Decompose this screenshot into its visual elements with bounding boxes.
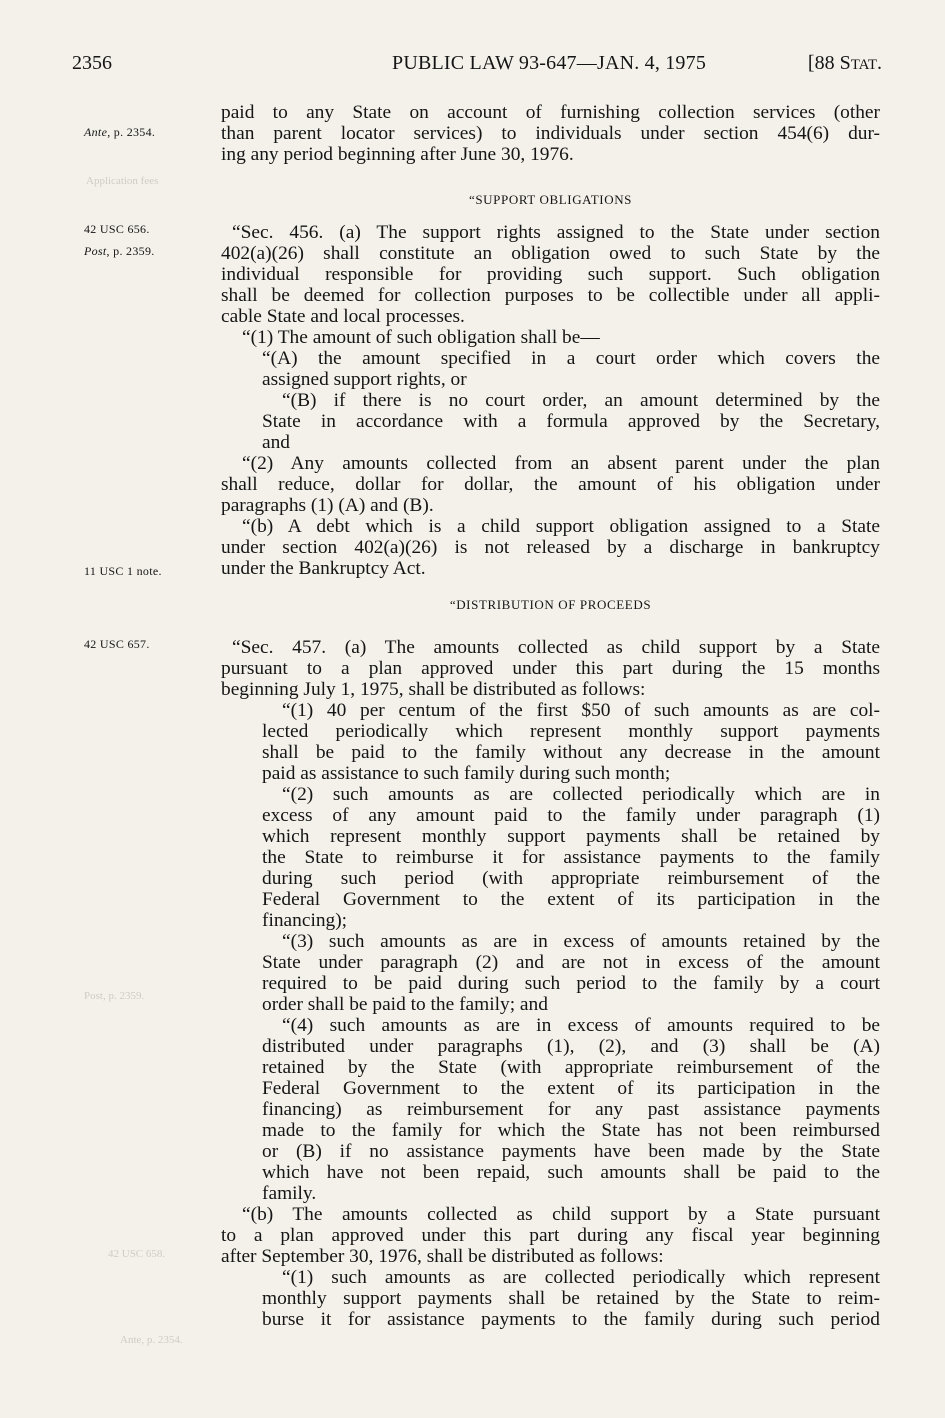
text-line: or (B) if no assistance payments have been made by the State — [262, 1141, 880, 1162]
text-line: which have not been repaid, such amounts shall be paid to the — [262, 1162, 880, 1183]
marginal-note-ante: Ante, p. 2354. — [84, 125, 156, 139]
text-line: “Sec. 456. (a) The support rights assigned to the State under section — [232, 222, 880, 243]
bleed-through-text: Post, p. 2359. — [84, 990, 145, 1002]
bleed-through-text: 42 USC 658. — [108, 1248, 166, 1260]
text-line: individual responsible for providing such support. Such obligation — [221, 264, 880, 285]
marginal-note-usc-657: 42 USC 657. — [84, 637, 150, 651]
text-line: the State to reimburse it for assistance payments to the family — [262, 847, 880, 868]
text-line: paid as assistance to such family during such month; — [262, 763, 671, 784]
page-number: 2356 — [72, 52, 112, 74]
text-line: paid to any State on account of furnishing collection services (other — [221, 102, 880, 123]
text-line: “Sec. 457. (a) The amounts collected as child support by a State — [232, 637, 880, 658]
bleed-through-text: Application fees — [86, 175, 159, 187]
text-line: beginning July 1, 1975, shall be distributed as follows: — [221, 679, 646, 700]
text-line: “(3) such amounts as are in excess of amounts retained by the — [282, 931, 880, 952]
text-line: paragraphs (1) (A) and (B). — [221, 495, 434, 516]
text-line: and — [262, 432, 290, 453]
text-line: order shall be paid to the family; and — [262, 994, 548, 1015]
text-line: during such period (with appropriate reimbursement of the — [262, 868, 880, 889]
text-line: family. — [262, 1183, 317, 1204]
text-line: ing any period beginning after June 30, 1976. — [221, 144, 574, 165]
text-line: made to the family for which the State has not been reimbursed — [262, 1120, 880, 1141]
text-line: Federal Government to the extent of its participation in the — [262, 889, 880, 910]
running-header — [72, 52, 882, 82]
text-line: “(4) such amounts as are in excess of amounts required to be — [282, 1015, 880, 1036]
text-line: to a plan approved under this part during any fiscal year beginning — [221, 1225, 880, 1246]
text-line: “(1) such amounts as are collected periodically which represent — [282, 1267, 880, 1288]
text-line: than parent locator services) to individuals under section 454(6) dur- — [221, 123, 880, 144]
marginal-note-usc-11: 11 USC 1 note. — [84, 564, 162, 578]
text-line: shall be deemed for collection purposes to be collectible under all appli- — [221, 285, 880, 306]
text-line: financing); — [262, 910, 348, 931]
text-line: State in accordance with a formula approved by the Secretary, — [262, 411, 880, 432]
text-line: “(2) Any amounts collected from an absent parent under the plan — [242, 453, 880, 474]
text-line: “(B) if there is no court order, an amount determined by the — [282, 390, 880, 411]
law-title: PUBLIC LAW 93-647—JAN. 4, 1975 — [392, 52, 707, 74]
text-line: assigned support rights, or — [262, 369, 467, 390]
text-line: financing) as reimbursement for any past assistance payments — [262, 1099, 880, 1120]
text-line: retained by the State (with appropriate reimbursement of the — [262, 1057, 880, 1078]
marginal-note-post: Post, p. 2359. — [84, 244, 155, 258]
text-line: “(1) 40 per centum of the first $50 of such amounts as are col- — [282, 700, 880, 721]
text-line: “(1) The amount of such obligation shall be— — [242, 327, 600, 348]
text-line: under section 402(a)(26) is not released by a discharge in bankruptcy — [221, 537, 880, 558]
text-line: “(A) the amount specified in a court order which covers the — [262, 348, 880, 369]
text-line: burse it for assistance payments to the family during such period — [262, 1309, 880, 1330]
text-line: shall be paid to the family without any decrease in the amount — [262, 742, 880, 763]
text-line: “(b) The amounts collected as child support by a State pursuant — [242, 1204, 880, 1225]
statute-reference: [88 STAT. — [807, 52, 882, 74]
text-line: cable State and local processes. — [221, 306, 465, 327]
text-line: lected periodically which represent monthly support payments — [262, 721, 880, 742]
text-line: pursuant to a plan approved under this part during the 15 months — [221, 658, 880, 679]
section-heading-support: “SUPPORT OBLIGATIONS — [468, 192, 633, 207]
text-line: after September 30, 1976, shall be distributed as follows: — [221, 1246, 664, 1267]
section-heading-distribution: “DISTRIBUTION OF PROCEEDS — [449, 597, 652, 612]
text-line: 402(a)(26) shall constitute an obligation owed to such State by the — [221, 243, 880, 264]
text-line: monthly support payments shall be retained by the State to reim- — [262, 1288, 880, 1309]
text-line: required to be paid during such period to the family by a court — [262, 973, 880, 994]
bleed-through-text: Ante, p. 2354. — [120, 1334, 183, 1346]
text-line: shall reduce, dollar for dollar, the amount of his obligation under — [221, 474, 880, 495]
text-line: “(b) A debt which is a child support obligation assigned to a State — [242, 516, 880, 537]
text-line: which represent monthly support payments shall be retained by — [262, 826, 880, 847]
text-line: under the Bankruptcy Act. — [221, 558, 426, 579]
marginal-note-usc-656: 42 USC 656. — [84, 222, 150, 236]
text-line: State under paragraph (2) and are not in excess of the amount — [262, 952, 880, 973]
text-line: Federal Government to the extent of its participation in the — [262, 1078, 880, 1099]
text-line: “(2) such amounts as are collected periodically which are in — [282, 784, 880, 805]
text-line: excess of any amount paid to the family under paragraph (1) — [262, 805, 880, 826]
text-line: distributed under paragraphs (1), (2), and (3) shall be (A) — [262, 1036, 880, 1057]
